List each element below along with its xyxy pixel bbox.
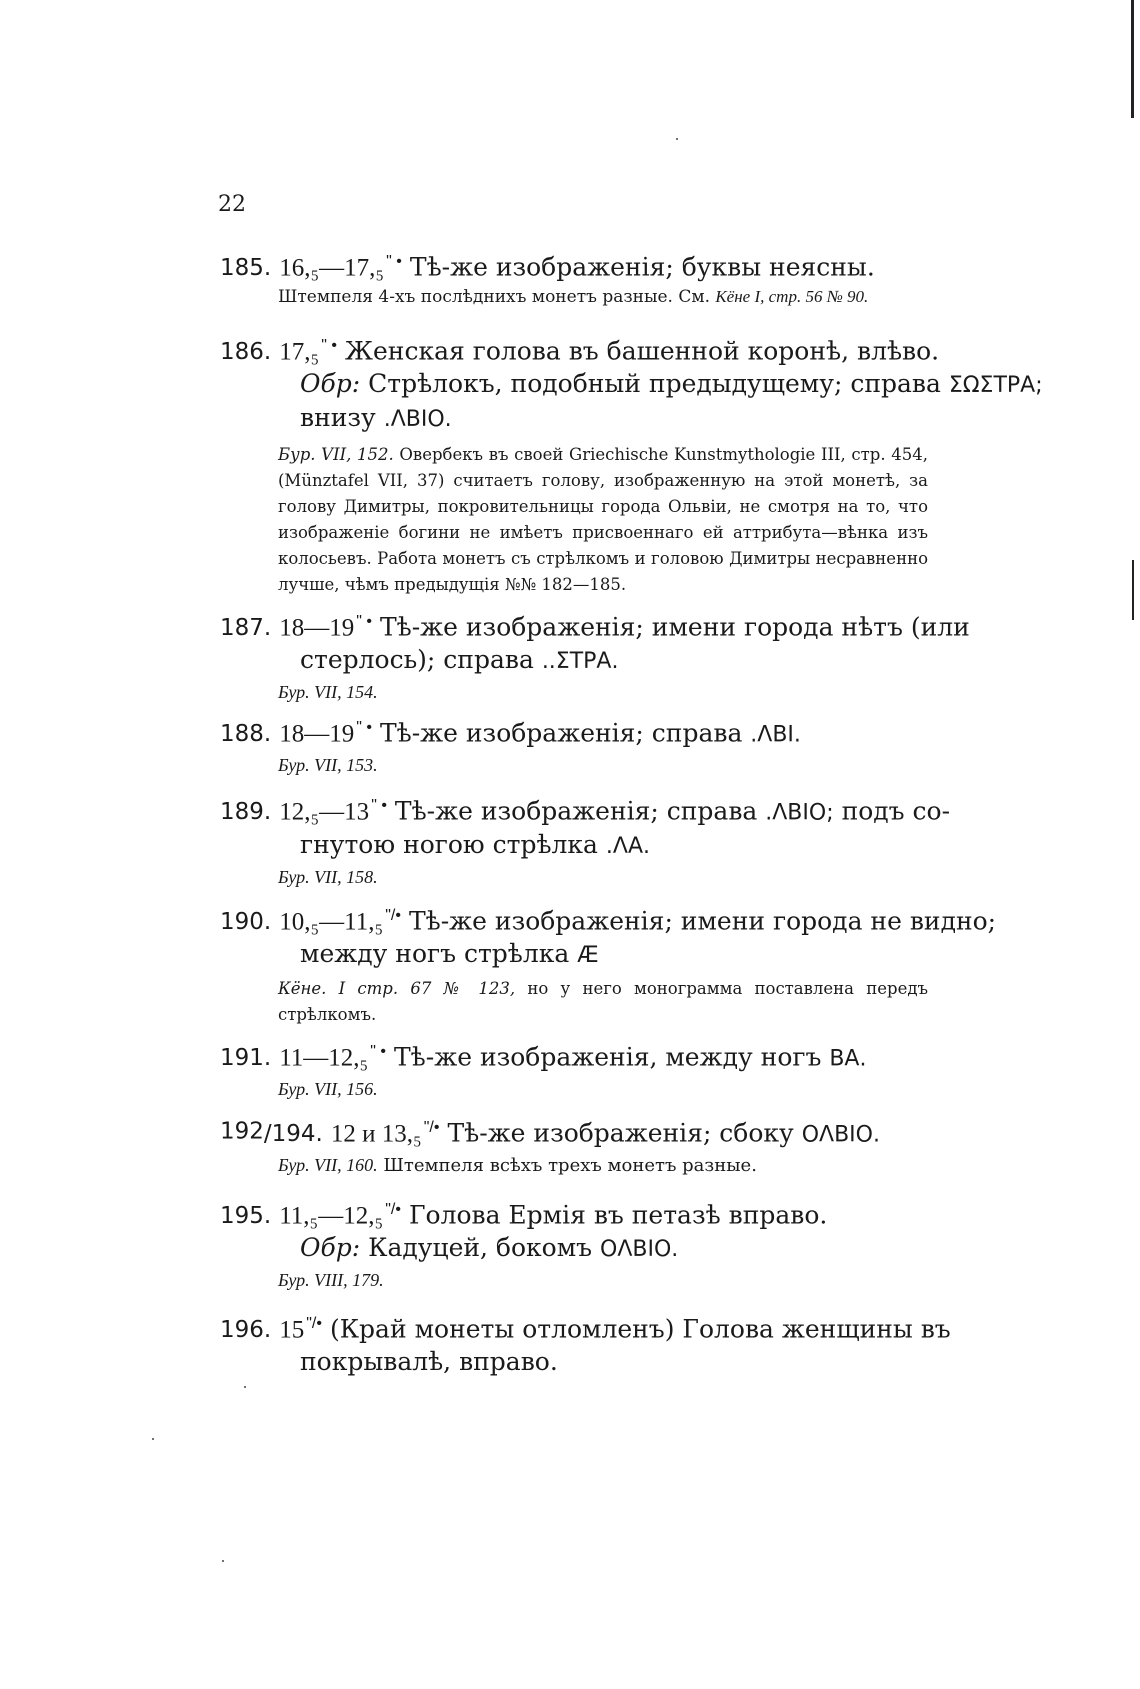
entry-reference: Бур. VII, 152. bbox=[278, 445, 394, 465]
entry-reference: Бур. VII, 153. bbox=[278, 755, 378, 776]
greek-legend: .ΛΑ. bbox=[605, 834, 651, 860]
entry-mark: " • bbox=[371, 797, 387, 814]
scan-edge-mark bbox=[1132, 560, 1134, 620]
entry-mark: "/• bbox=[385, 907, 401, 924]
entry-mark: " • bbox=[386, 253, 402, 270]
entry-size: 11,₅—12,₅ bbox=[279, 1202, 384, 1230]
entry-description-continued: покрывалѣ, вправо. bbox=[300, 1347, 558, 1377]
entry-number: 186. bbox=[220, 339, 272, 366]
entry-mark: "/• bbox=[306, 1315, 322, 1332]
entry-description: Тѣ-же изображенія; имени города не видно; bbox=[408, 906, 997, 936]
entry-number: 189. bbox=[220, 799, 272, 826]
greek-legend: .ΛΒΙ. bbox=[750, 722, 801, 748]
entry-size: 15 bbox=[279, 1316, 305, 1344]
entry-number: 187. bbox=[220, 615, 272, 642]
entry-description: Тѣ-же изображенія; имени города нѣтъ (или bbox=[379, 612, 970, 642]
entry-description: Тѣ-же изображенія, между ногъ bbox=[394, 1042, 822, 1072]
monogram: Æ bbox=[577, 943, 599, 969]
obverse-label: Обр: bbox=[300, 369, 361, 399]
catalog-entry-189 bbox=[220, 790, 960, 892]
catalog-entry-185 bbox=[220, 246, 960, 310]
greek-legend: ΣΩΣΤΡΑ; bbox=[948, 373, 1043, 399]
entry-number-range-end: /194. bbox=[263, 1121, 323, 1148]
entry-description-continued: между ногъ стрѣлка bbox=[300, 939, 570, 969]
catalog-entry-187 bbox=[220, 606, 970, 707]
entry-number: 191. bbox=[220, 1045, 272, 1072]
obverse-description: Кадуцей, бокомъ bbox=[368, 1233, 593, 1263]
commentary-text: Овербекъ въ своей Griechische Kunstmythologie III, стр. 454, (Münztafel VII, 37) считаетъ голову, изображенную на этой монетѣ, за голову Димитры, покровительницы города Ольвіи, не смотря на то, что изображеніе богини не имѣетъ присвоеннаго ей аттрибута—вѣнка изъ колосьевъ. Работа монетъ съ стрѣлкомъ и головою Димитры несравненно лучше, чѣмъ предыдущія №№ 182—185. bbox=[278, 445, 928, 595]
entry-reference: Кёне. I стр. 67 № 123, bbox=[278, 979, 516, 999]
entry-size: 18—19 bbox=[279, 720, 355, 748]
entry-mark: " • bbox=[356, 613, 372, 630]
entry-commentary bbox=[220, 976, 928, 1028]
entry-size: 16,₅—17,₅ bbox=[279, 254, 385, 282]
catalog-entry-191 bbox=[220, 1036, 960, 1104]
catalog-entry-196 bbox=[220, 1308, 960, 1378]
entry-reference: Кёне I, стр. 56 № 90. bbox=[715, 287, 869, 307]
entry-description: Тѣ-же изображенія; буквы неясны. bbox=[409, 252, 875, 282]
entry-size: 12 и 13,₅ bbox=[330, 1120, 422, 1148]
entry-mark: " • bbox=[356, 719, 372, 736]
catalog-entry-195 bbox=[220, 1194, 960, 1295]
greek-legend: .ΛΒΙΟ. bbox=[383, 407, 452, 433]
entry-mark: " • bbox=[321, 337, 337, 354]
entry-description-continued: гнутою ногою стрѣлка bbox=[300, 830, 598, 860]
catalog-entry-192-194 bbox=[220, 1112, 960, 1180]
scan-speck bbox=[222, 1560, 224, 1562]
page-number: 22 bbox=[218, 192, 246, 217]
entry-mark: "/• bbox=[423, 1119, 440, 1136]
entry-commentary bbox=[220, 442, 928, 598]
entry-size: 12,₅—13 bbox=[279, 798, 370, 826]
entry-number: 195. bbox=[220, 1203, 272, 1230]
entry-reference: Бур. VIII, 179. bbox=[278, 1270, 384, 1291]
scan-speck bbox=[244, 1386, 246, 1388]
entry-note: Штемпеля всѣхъ трехъ монетъ разные. bbox=[383, 1155, 757, 1177]
greek-legend: ΒΑ. bbox=[829, 1046, 867, 1072]
entry-mark: "/• bbox=[385, 1201, 401, 1218]
entry-description: Тѣ-же изображенія; справа bbox=[379, 718, 743, 748]
entry-description-continued: стерлось); справа bbox=[300, 645, 534, 675]
obverse-description-continued: внизу bbox=[300, 403, 376, 433]
greek-legend: .ΛΒΙΟ; bbox=[765, 800, 834, 826]
entry-number: 190. bbox=[220, 909, 272, 936]
entry-number: 192 bbox=[220, 1118, 264, 1145]
entry-number: 196. bbox=[220, 1317, 272, 1344]
entry-note: Штемпеля 4-хъ послѣднихъ монетъ разные. См. bbox=[278, 287, 716, 308]
scan-speck bbox=[152, 1438, 154, 1440]
obverse-label: Обр: bbox=[300, 1233, 361, 1263]
entry-description: Женская голова въ башенной коронѣ, влѣво. bbox=[344, 336, 940, 366]
catalog-entry-190 bbox=[220, 900, 997, 1028]
greek-legend: ΟΛΒΙΟ. bbox=[600, 1237, 679, 1263]
entry-number: 188. bbox=[220, 721, 272, 748]
catalog-entry-186 bbox=[220, 330, 1043, 598]
entry-size: 17,₅ bbox=[279, 338, 320, 366]
entry-reference: Бур. VII, 156. bbox=[278, 1079, 378, 1100]
entry-mark: " • bbox=[370, 1043, 386, 1060]
entry-reference: Бур. VII, 154. bbox=[278, 682, 378, 703]
entry-description: Тѣ-же изображенія; справа bbox=[394, 796, 758, 826]
greek-legend: ΟΛΒΙΟ. bbox=[801, 1122, 880, 1148]
entry-size: 10,₅—11,₅ bbox=[279, 908, 384, 936]
entry-description-continued: подъ со- bbox=[841, 796, 951, 826]
commentary-text: но у него монограмма поставлена передъ стрѣлкомъ. bbox=[278, 979, 928, 1025]
entry-description: (Край монеты отломленъ) Голова женщины въ bbox=[329, 1314, 951, 1344]
entry-description: Голова Ермія въ петазѣ вправо. bbox=[408, 1200, 828, 1230]
greek-legend: ..ΣΤΡΑ. bbox=[541, 649, 619, 675]
catalog-entry-188 bbox=[220, 712, 960, 780]
obverse-description: Стрѣлокъ, подобный предыдущему; справа bbox=[368, 369, 941, 399]
scan-edge-mark bbox=[1131, 0, 1134, 118]
entry-number: 185. bbox=[220, 255, 272, 282]
entry-size: 18—19 bbox=[279, 614, 355, 642]
entry-description: Тѣ-же изображенія; сбоку bbox=[447, 1118, 794, 1148]
entry-reference: Бур. VII, 160. bbox=[278, 1155, 378, 1176]
entry-reference: Бур. VII, 158. bbox=[278, 867, 378, 888]
scan-speck bbox=[676, 138, 678, 140]
entry-size: 11—12,₅ bbox=[279, 1044, 369, 1072]
